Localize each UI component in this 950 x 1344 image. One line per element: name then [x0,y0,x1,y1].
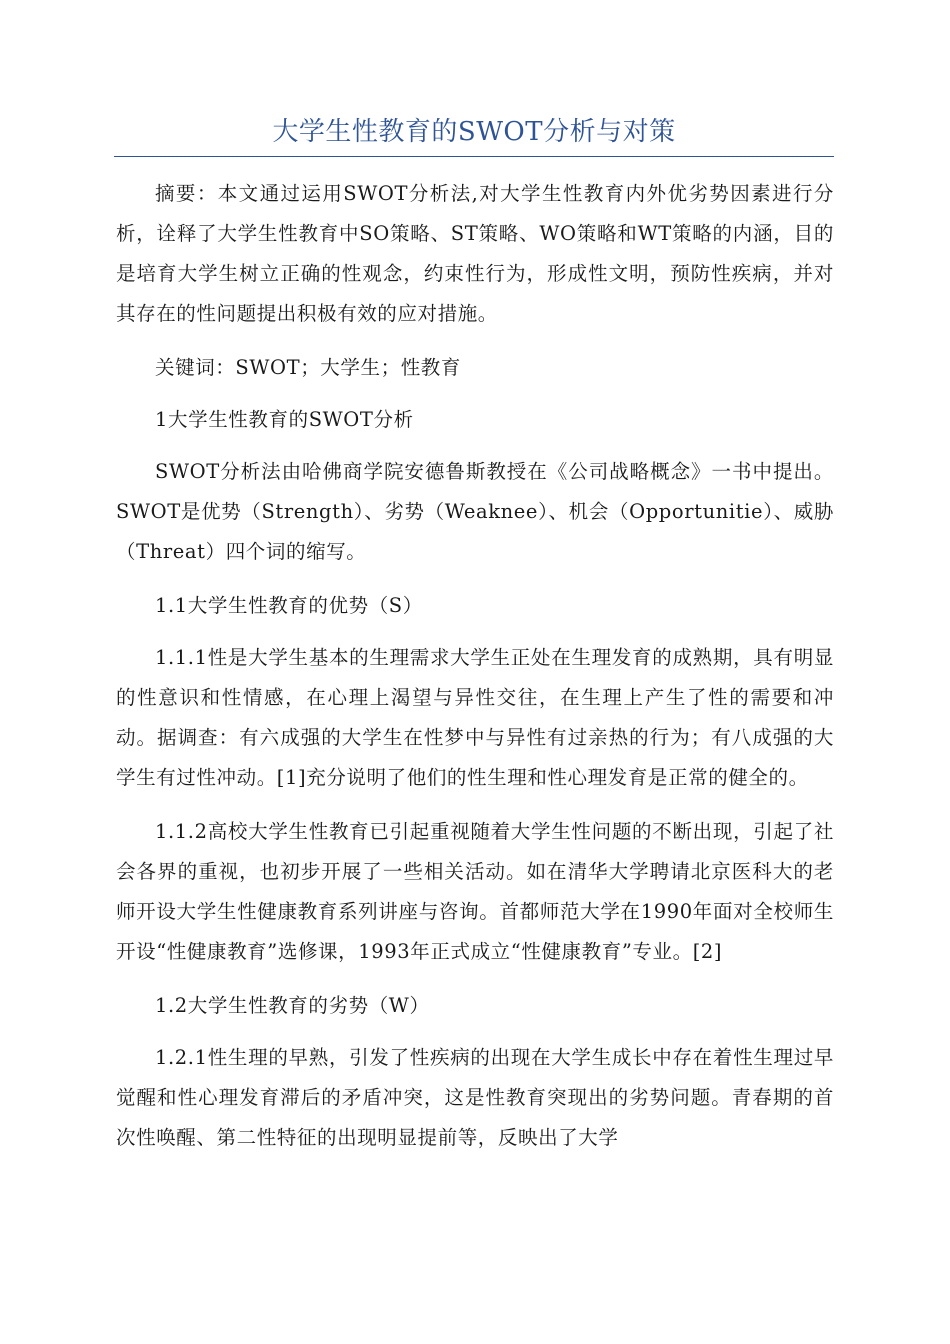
keywords-line: 关键词：SWOT；大学生；性教育 [155,356,461,379]
section-heading-1-2: 1.2大学生性教育的劣势（W） [155,994,430,1017]
title-block [114,112,834,157]
body-paragraph: 1.1.1性是大学生基本的生理需求大学生正处在生理发育的成熟期，具有明显的性意识和性情感，在心理上渴望与异性交往，在生理上产生了性的需要和冲动。据调查：有六成强的大学生在性梦中与异性有过亲热的行为；有八成强的大学生有过性冲动。[1]充分说明了他们的性生理和性心理发育是正常的健全的。 [116,646,834,789]
body-paragraph: 1.1.2高校大学生性教育已引起重视随着大学生性问题的不断出现，引起了社会各界的重视，也初步开展了一些相关活动。如在清华大学聘请北京医科大的老师开设大学生性健康教育系列讲座与咨询。首都师范大学在1990年面对全校师生开设“性健康教育”选修课，1993年正式成立“性健康教育”专业。[2] [116,820,834,963]
document-body [116,174,834,1172]
document-title: 大学生性教育的SWOT分析与对策 [272,117,676,147]
section-heading-1: 1大学生性教育的SWOT分析 [155,408,414,431]
body-paragraph: 1.2.1性生理的早熟，引发了性疾病的出现在大学生成长中存在着性生理过早觉醒和性心理发育滞后的矛盾冲突，这是性教育突现出的劣势问题。青春期的首次性唤醒、第二性特征的出现明显提前等，反映出了大学 [116,1046,834,1149]
abstract-paragraph: 摘要：本文通过运用SWOT分析法,对大学生性教育内外优劣势因素进行分析，诠释了大学生性教育中SO策略、ST策略、WO策略和WT策略的内涵，目的是培育大学生树立正确的性观念，约束性行为，形成性文明，预防性疾病，并对其存在的性问题提出积极有效的应对措施。 [116,182,834,325]
body-paragraph: SWOT分析法由哈佛商学院安德鲁斯教授在《公司战略概念》一书中提出。SWOT是优势（Strength）、劣势（Weaknee）、机会（Opportunitie）、威胁（Threat）四个词的缩写。 [116,460,834,563]
section-heading-1-1: 1.1大学生性教育的优势（S） [155,594,423,617]
